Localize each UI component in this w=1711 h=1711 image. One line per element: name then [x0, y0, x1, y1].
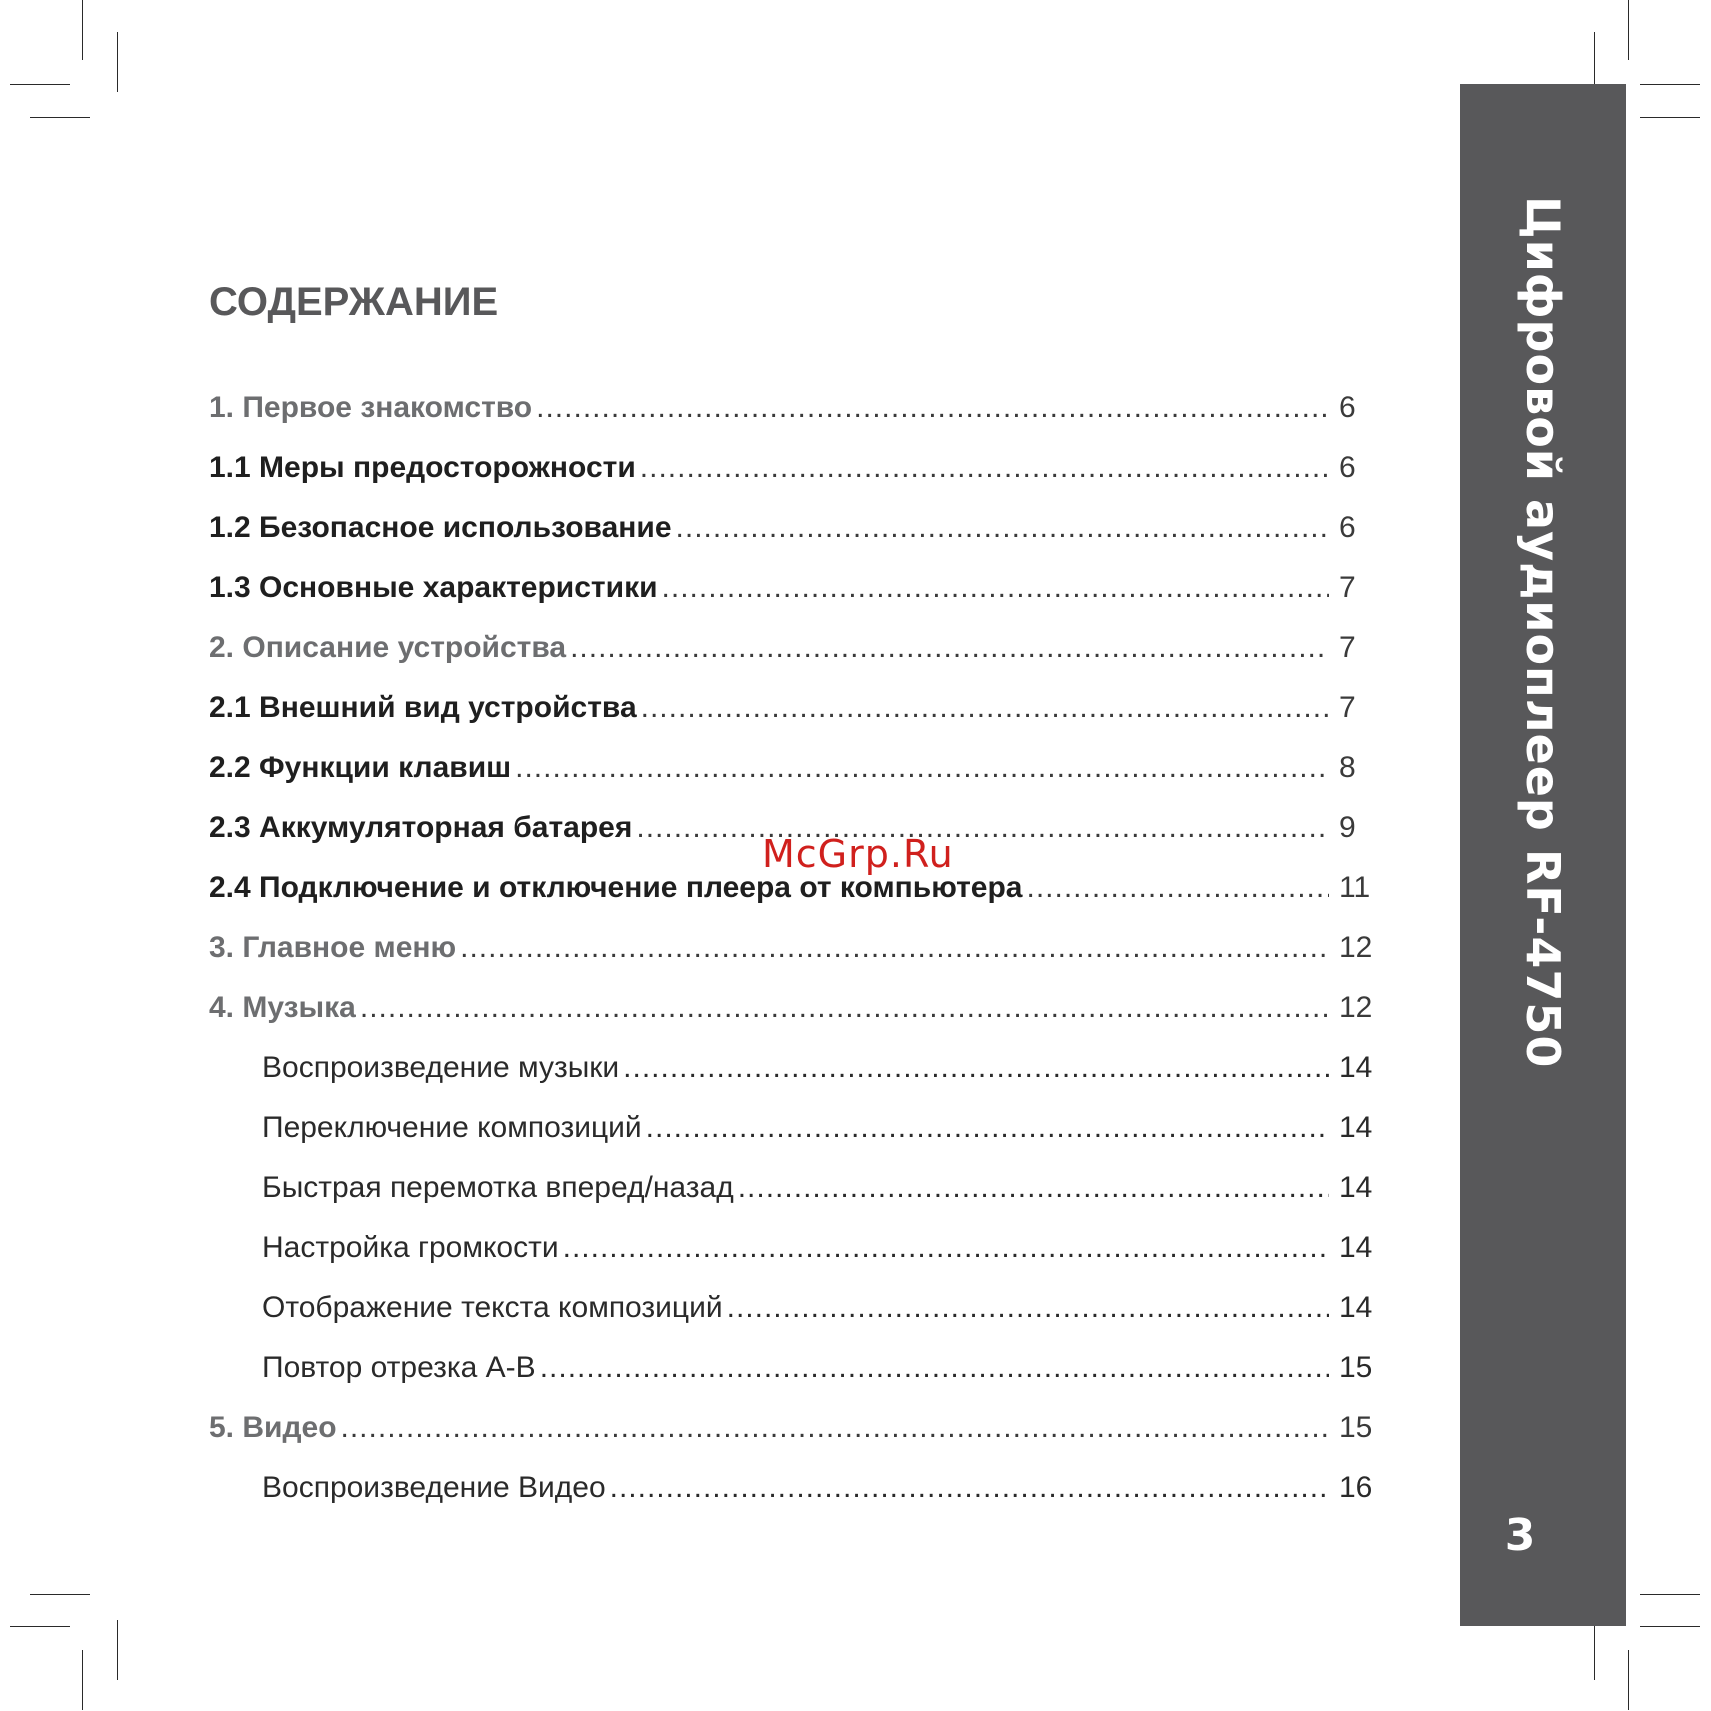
toc-entry-page: 14 — [1339, 1231, 1373, 1264]
toc-entry-label: 2.4 Подключение и отключение плеера от компьютера — [209, 871, 1023, 904]
toc-entry[interactable] — [209, 1458, 1379, 1518]
crop-mark — [117, 32, 118, 92]
dot-leader — [610, 1458, 1329, 1518]
toc-entry-label: 2.2 Функции клавиш — [209, 751, 512, 784]
dot-leader — [360, 978, 1329, 1038]
toc-entry-page: 8 — [1339, 751, 1356, 784]
dot-leader — [515, 738, 1329, 798]
toc-entry[interactable] — [209, 1218, 1379, 1278]
crop-mark — [1594, 1620, 1595, 1680]
toc-entry-label: 5. Видео — [209, 1411, 337, 1444]
crop-mark — [10, 1626, 70, 1627]
dot-leader — [641, 678, 1329, 738]
crop-mark — [82, 0, 83, 60]
toc-entry-page: 7 — [1339, 631, 1356, 664]
toc-entry-label: Воспроизведение музыки — [262, 1051, 620, 1084]
toc-entry[interactable] — [209, 618, 1379, 678]
crop-mark — [82, 1650, 83, 1710]
dot-leader — [341, 1398, 1329, 1458]
side-title: Цифровой аудиоплеер RF-4750 — [1516, 196, 1570, 1069]
toc-entry-label: 4. Музыка — [209, 991, 356, 1024]
crop-mark — [30, 117, 90, 118]
toc-entry-page: 16 — [1339, 1471, 1373, 1504]
crop-mark — [1628, 0, 1629, 60]
toc-entry-label: 1. Первое знакомство — [209, 391, 533, 424]
toc-entry-page: 6 — [1339, 511, 1356, 544]
crop-mark — [1640, 1594, 1700, 1595]
toc-entry[interactable] — [209, 1098, 1379, 1158]
crop-mark — [1628, 1650, 1629, 1710]
dot-leader — [540, 1338, 1329, 1398]
toc-entry-label: Быстрая перемотка вперед/назад — [262, 1171, 734, 1204]
toc-entry-page: 14 — [1339, 1051, 1373, 1084]
crop-mark — [1594, 32, 1595, 92]
toc-entry-label: Переключение композиций — [262, 1111, 642, 1144]
toc-entry-label: 2.1 Внешний вид устройства — [209, 691, 637, 724]
toc-entry[interactable] — [209, 1158, 1379, 1218]
dot-leader — [738, 1158, 1329, 1218]
dot-leader — [563, 1218, 1329, 1278]
dot-leader — [570, 618, 1329, 678]
toc-entry-label: 2. Описание устройства — [209, 631, 567, 664]
dot-leader — [640, 438, 1329, 498]
dot-leader — [623, 1038, 1329, 1098]
toc-entry[interactable] — [209, 1398, 1379, 1458]
toc-entry[interactable] — [209, 378, 1379, 438]
page-number: 3 — [1504, 1510, 1536, 1561]
toc-entry-label: 3. Главное меню — [209, 931, 457, 964]
page-title: СОДЕРЖАНИЕ — [209, 280, 499, 324]
dot-leader — [460, 918, 1329, 978]
toc-entry-page: 7 — [1339, 571, 1356, 604]
watermark: McGrp.Ru — [762, 832, 954, 876]
toc-entry[interactable] — [209, 1338, 1379, 1398]
crop-mark — [117, 1620, 118, 1680]
toc-entry-page: 14 — [1339, 1171, 1373, 1204]
toc-entry[interactable] — [209, 438, 1379, 498]
toc-entry-page: 15 — [1339, 1351, 1373, 1384]
toc-entry-page: 9 — [1339, 811, 1356, 844]
crop-mark — [1640, 1626, 1700, 1627]
toc-entry-page: 15 — [1339, 1411, 1373, 1444]
toc-entry-page: 7 — [1339, 691, 1356, 724]
toc-entry-label: 1.2 Безопасное использование — [209, 511, 672, 544]
dot-leader — [1027, 858, 1330, 918]
dot-leader — [536, 378, 1329, 438]
dot-leader — [636, 798, 1329, 858]
toc-entry-label: Повтор отрезка А-В — [262, 1351, 536, 1384]
toc-entry[interactable] — [209, 678, 1379, 738]
toc-entry-page: 12 — [1339, 931, 1373, 964]
toc-entry-label: Настройка громкости — [262, 1231, 559, 1264]
toc-entry-page: 11 — [1339, 871, 1371, 904]
toc-entry-page: 14 — [1339, 1291, 1373, 1324]
toc-entry-label: 1.3 Основные характеристики — [209, 571, 658, 604]
toc-entry-label: Воспроизведение Видео — [262, 1471, 606, 1504]
toc-entry-page: 14 — [1339, 1111, 1373, 1144]
crop-mark — [30, 1594, 90, 1595]
toc-entry[interactable] — [209, 1038, 1379, 1098]
dot-leader — [676, 498, 1329, 558]
dot-leader — [727, 1278, 1329, 1338]
toc-entry-page: 12 — [1339, 991, 1373, 1024]
crop-mark — [1640, 84, 1700, 85]
toc-entry-label: 1.1 Меры предосторожности — [209, 451, 636, 484]
toc-entry-label: 2.3 Аккумуляторная батарея — [209, 811, 633, 844]
toc-entry-page: 6 — [1339, 451, 1356, 484]
toc-entry[interactable] — [209, 918, 1379, 978]
toc-entry-label: Отображение текста композиций — [262, 1291, 723, 1324]
toc-entry[interactable] — [209, 978, 1379, 1038]
toc-entry[interactable] — [209, 558, 1379, 618]
dot-leader — [662, 558, 1329, 618]
toc-entry[interactable] — [209, 1278, 1379, 1338]
table-of-contents — [209, 378, 1379, 1518]
toc-entry-page: 6 — [1339, 391, 1356, 424]
toc-entry[interactable] — [209, 738, 1379, 798]
dot-leader — [646, 1098, 1329, 1158]
toc-entry[interactable] — [209, 498, 1379, 558]
crop-mark — [1640, 117, 1700, 118]
crop-mark — [10, 84, 70, 85]
